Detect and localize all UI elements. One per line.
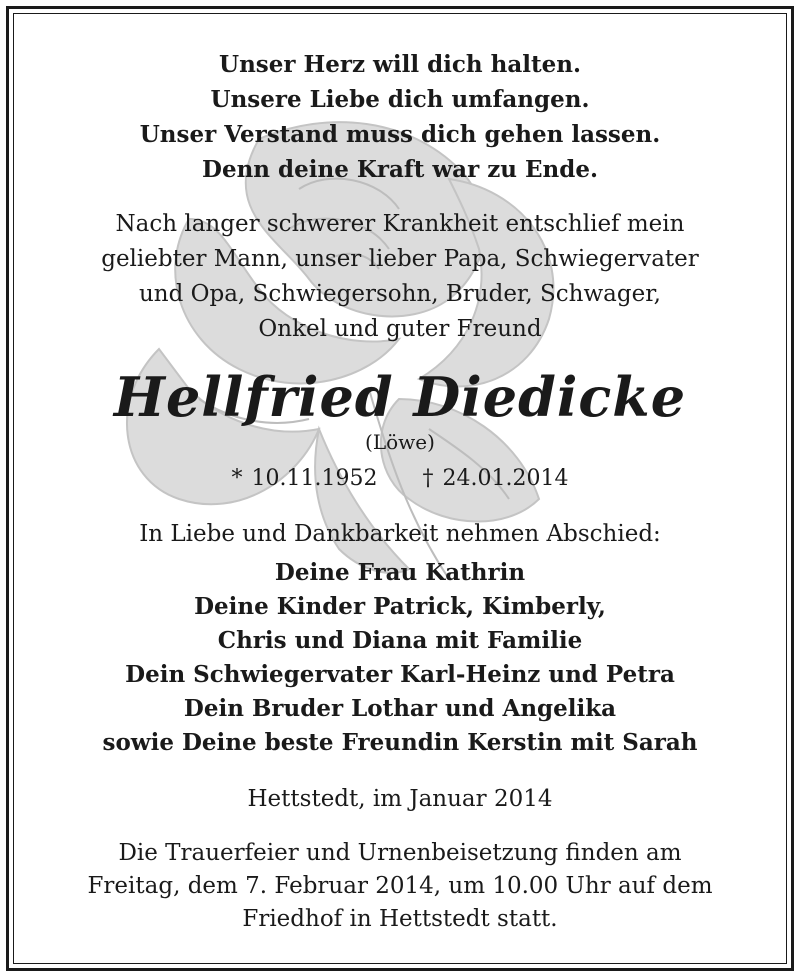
birth-date: * 10.11.1952 (231, 466, 378, 491)
service-line: Friedhof in Hettstedt statt. (242, 906, 558, 932)
mourner-line: Dein Schwiegervater Karl-Heinz und Petra (125, 661, 675, 688)
obituary-content (9, 9, 791, 936)
obituary-frame (6, 6, 794, 971)
intro-line: und Opa, Schwiegersohn, Bruder, Schwager, (138, 281, 661, 307)
funeral-service-info (9, 837, 791, 936)
death-notice-intro (9, 207, 791, 347)
intro-line: Nach langer schwerer Krankheit entschlief mein (115, 211, 685, 237)
mourner-line: Chris und Diana mit Familie (217, 627, 583, 654)
mourner-line: sowie Deine beste Freundin Kerstin mit Sarah (102, 729, 698, 756)
deceased-nickname: (Löwe) (365, 430, 435, 454)
death-date: † 24.01.2014 (422, 466, 569, 491)
intro-line: geliebter Mann, unser lieber Papa, Schwiegervater (101, 246, 699, 272)
verse-line: Unsere Liebe dich umfangen. (210, 86, 590, 113)
deceased-name: Hellfried Diedicke (113, 365, 687, 429)
verse-line: Unser Herz will dich halten. (219, 51, 581, 78)
mourner-line: Deine Kinder Patrick, Kimberly, (194, 593, 606, 620)
mourner-line: Deine Frau Kathrin (274, 559, 526, 586)
place-and-date: Hettstedt, im Januar 2014 (247, 786, 553, 812)
memorial-verse (9, 47, 791, 187)
intro-line: Onkel und guter Freund (258, 316, 542, 342)
life-dates (9, 463, 791, 495)
service-line: Freitag, dem 7. Februar 2014, um 10.00 Uhr auf dem (87, 873, 713, 899)
farewell-intro: In Liebe und Dankbarkeit nehmen Abschied: (139, 521, 661, 547)
service-line: Die Trauerfeier und Urnenbeisetzung finden am (118, 840, 682, 866)
verse-line: Unser Verstand muss dich gehen lassen. (139, 121, 661, 148)
mourners-list (9, 556, 791, 760)
mourner-line: Dein Bruder Lothar und Angelika (183, 695, 617, 722)
verse-line: Denn deine Kraft war zu Ende. (202, 156, 598, 183)
